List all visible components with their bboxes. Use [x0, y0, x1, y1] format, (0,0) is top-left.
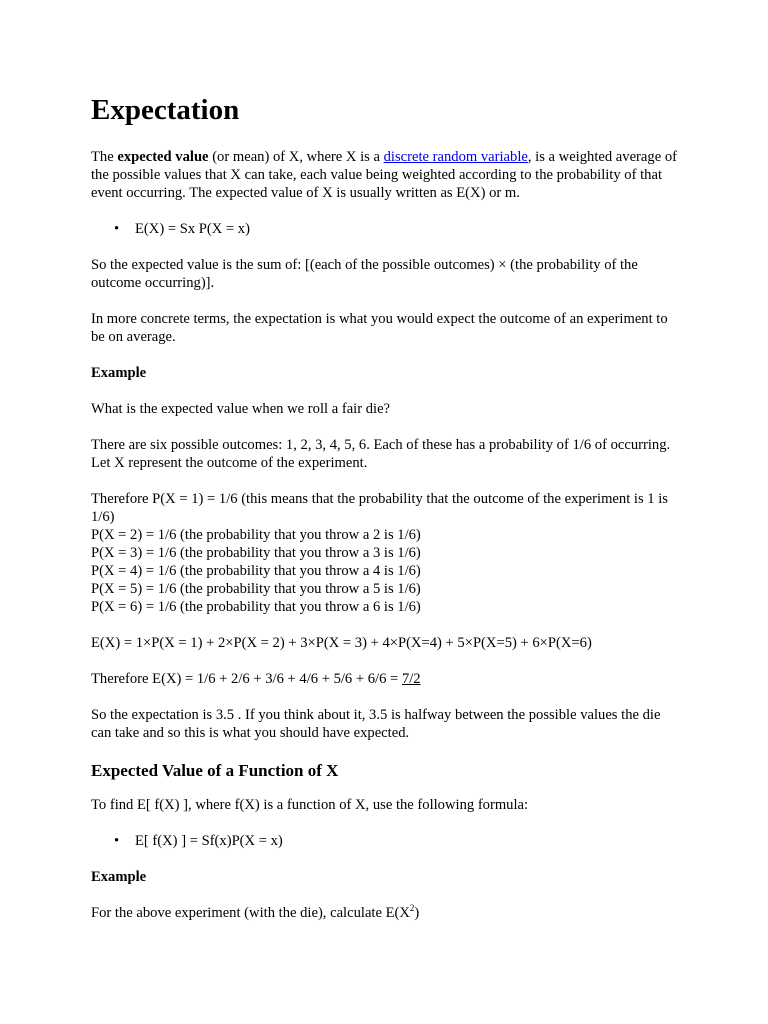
bullet-icon: • [114, 221, 120, 237]
function-intro-paragraph: To find E[ f(X) ], where f(X) is a function of X, use the following formula: [91, 797, 529, 813]
probability-line: P(X = 3) = 1/6 (the probability that you throw a 3 is 1/6) [91, 545, 421, 561]
bullet-icon: • [114, 833, 120, 849]
task-prefix: For the above experiment (with the die), calculate E(X [91, 905, 410, 921]
probability-line: P(X = 2) = 1/6 (the probability that you throw a 2 is 1/6) [91, 527, 421, 543]
function-formula-list [91, 832, 677, 850]
example-heading-2 [91, 868, 677, 886]
task-paragraph [91, 904, 677, 922]
task-suffix: ) [414, 905, 420, 921]
expansion-formula: E(X) = 1×P(X = 1) + 2×P(X = 2) + 3×P(X = 3) + 4×P(X=4) + 5×P(X=5) + 6×P(X=6) [91, 635, 592, 651]
outcomes-paragraph: There are six possible outcomes: 1, 2, 3, 4, 5, 6. Each of these has a probability of 1/6 of occurring. Let X represent the outcome of the experiment. [91, 437, 671, 471]
function-formula: E[ f(X) ] = Sf(x)P(X = x) [135, 833, 283, 849]
result-prefix: Therefore E(X) = 1/6 + 2/6 + 3/6 + 4/6 + 5/6 + 6/6 = [91, 671, 402, 687]
expected-value-term: expected value [117, 149, 209, 165]
intro-mid: (or mean) of X, where X is a [208, 149, 384, 165]
question-paragraph: What is the expected value when we roll a fair die? [91, 401, 391, 417]
result-answer: 7/2 [401, 671, 421, 687]
intro-the: The [91, 149, 118, 165]
discrete-random-variable-link[interactable]: discrete random variable [383, 149, 528, 165]
section-heading: Expected Value of a Function of X [91, 761, 339, 780]
example-label: Example [91, 365, 147, 381]
function-formula-item [114, 832, 677, 850]
probability-line: Therefore P(X = 1) = 1/6 (this means that the probability that the outcome of the experiment is 1 is 1/6) [91, 491, 668, 525]
page-title: Expectation [91, 94, 240, 126]
probability-line: P(X = 4) = 1/6 (the probability that you throw a 4 is 1/6) [91, 563, 421, 579]
intro-rest: , is a weighted average of the possible values that X can take, each value being weighted according to the probability of that event occurring. The expected value of X is usually written as E(X) or m. [91, 149, 677, 201]
sum-paragraph: So the expected value is the sum of: [(each of the possible outcomes) × (the probability of the outcome occurring)]. [91, 257, 638, 291]
formula-item [114, 220, 677, 238]
intro-paragraph [91, 148, 677, 202]
probability-line: P(X = 5) = 1/6 (the probability that you throw a 5 is 1/6) [91, 581, 421, 597]
example-label-2: Example [91, 869, 147, 885]
concrete-paragraph: In more concrete terms, the expectation is what you would expect the outcome of an experiment to be on average. [91, 311, 668, 345]
probability-line: P(X = 6) = 1/6 (the probability that you throw a 6 is 1/6) [91, 599, 421, 615]
example-heading [91, 364, 677, 382]
task-superscript: 2 [409, 903, 415, 914]
probability-block [91, 490, 677, 616]
formula-list [91, 220, 677, 238]
result-paragraph [91, 670, 677, 688]
conclusion-paragraph: So the expectation is 3.5 . If you think about it, 3.5 is halfway between the possible values the die can take and so this is what you should have expected. [91, 707, 661, 741]
expectation-formula: E(X) = Sx P(X = x) [135, 221, 250, 237]
